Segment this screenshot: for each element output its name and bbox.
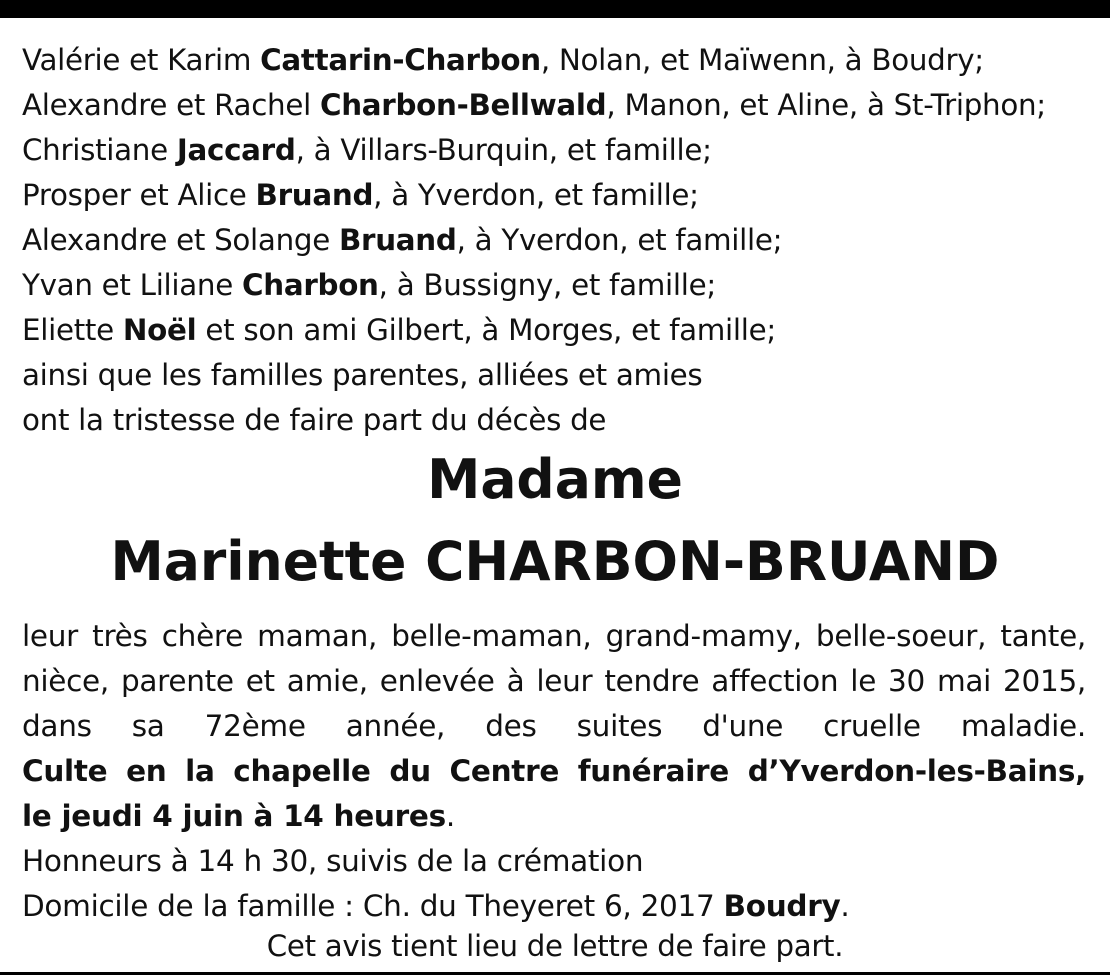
description-line: leur très chère maman, belle-maman, grand-mamy, belle-soeur, tante, bbox=[22, 619, 1086, 653]
family-surname: Cattarin-Charbon bbox=[260, 43, 541, 77]
domicile-line bbox=[22, 884, 1086, 929]
family-line-text: Valérie et Karim bbox=[22, 43, 261, 77]
intro-line: ainsi que les familles parentes, alliées et amies bbox=[22, 358, 703, 392]
description-line: dans sa 72ème année, des suites d'une cruelle maladie. bbox=[22, 709, 1086, 743]
family-line-text: et son ami Gilbert, à Morges, et famille; bbox=[196, 313, 776, 347]
domicile-text: Domicile de la famille : Ch. du Theyeret 6, 2017 bbox=[22, 889, 724, 923]
family-line bbox=[22, 173, 1086, 218]
notice-body bbox=[22, 614, 1086, 929]
family-line bbox=[22, 308, 1086, 353]
bottom-border-rule bbox=[0, 972, 1110, 975]
family-line-text: Christiane bbox=[22, 133, 177, 167]
family-list bbox=[22, 38, 1092, 443]
family-line-text: , à Yverdon, et famille; bbox=[373, 178, 699, 212]
family-line bbox=[22, 38, 1086, 83]
family-line-text: Alexandre et Rachel bbox=[22, 88, 320, 122]
deceased-name: Marinette CHARBON-BRUAND bbox=[110, 530, 1000, 593]
family-line-text: Alexandre et Solange bbox=[22, 223, 339, 257]
ceremony-date-end: . bbox=[445, 799, 455, 833]
family-line bbox=[22, 263, 1086, 308]
family-line-text: , à Yverdon, et famille; bbox=[456, 223, 783, 257]
family-line-text: , à Bussigny, et famille; bbox=[378, 268, 716, 302]
family-line-text: , Manon, et Aline, à St-Triphon; bbox=[606, 88, 1046, 122]
ceremony-date-line bbox=[22, 794, 1086, 839]
ceremony-date: le jeudi 4 juin à 14 heures bbox=[22, 799, 446, 833]
family-surname: Bruand bbox=[255, 178, 374, 212]
family-line-text: Yvan et Liliane bbox=[22, 268, 243, 302]
family-line bbox=[22, 218, 1086, 263]
domicile-end: . bbox=[840, 889, 850, 923]
family-line bbox=[22, 83, 1086, 128]
honours-line: Honneurs à 14 h 30, suivis de la crémation bbox=[22, 844, 644, 878]
domicile-town: Boudry bbox=[723, 889, 841, 923]
family-line-text: , Nolan, et Maïwenn, à Boudry; bbox=[540, 43, 984, 77]
family-surname: Charbon bbox=[242, 268, 379, 302]
deceased-title: Madame bbox=[427, 448, 683, 511]
intro-line: ont la tristesse de faire part du décès de bbox=[22, 403, 607, 437]
top-border-rule bbox=[0, 0, 1110, 18]
family-surname: Noël bbox=[122, 313, 197, 347]
description-line: nièce, parente et amie, enlevée à leur tendre affection le 30 mai 2015, bbox=[22, 664, 1086, 698]
family-line-text: Eliette bbox=[22, 313, 123, 347]
family-surname: Charbon-Bellwald bbox=[319, 88, 607, 122]
family-surname: Bruand bbox=[338, 223, 457, 257]
family-line bbox=[22, 128, 1086, 173]
closing-note: Cet avis tient lieu de lettre de faire part. bbox=[266, 929, 844, 963]
family-surname: Jaccard bbox=[176, 133, 296, 167]
family-line-text: , à Villars-Burquin, et famille; bbox=[295, 133, 712, 167]
ceremony-line: Culte en la chapelle du Centre funéraire d’Yverdon-les-Bains, bbox=[22, 754, 1086, 788]
family-line-text: Prosper et Alice bbox=[22, 178, 256, 212]
